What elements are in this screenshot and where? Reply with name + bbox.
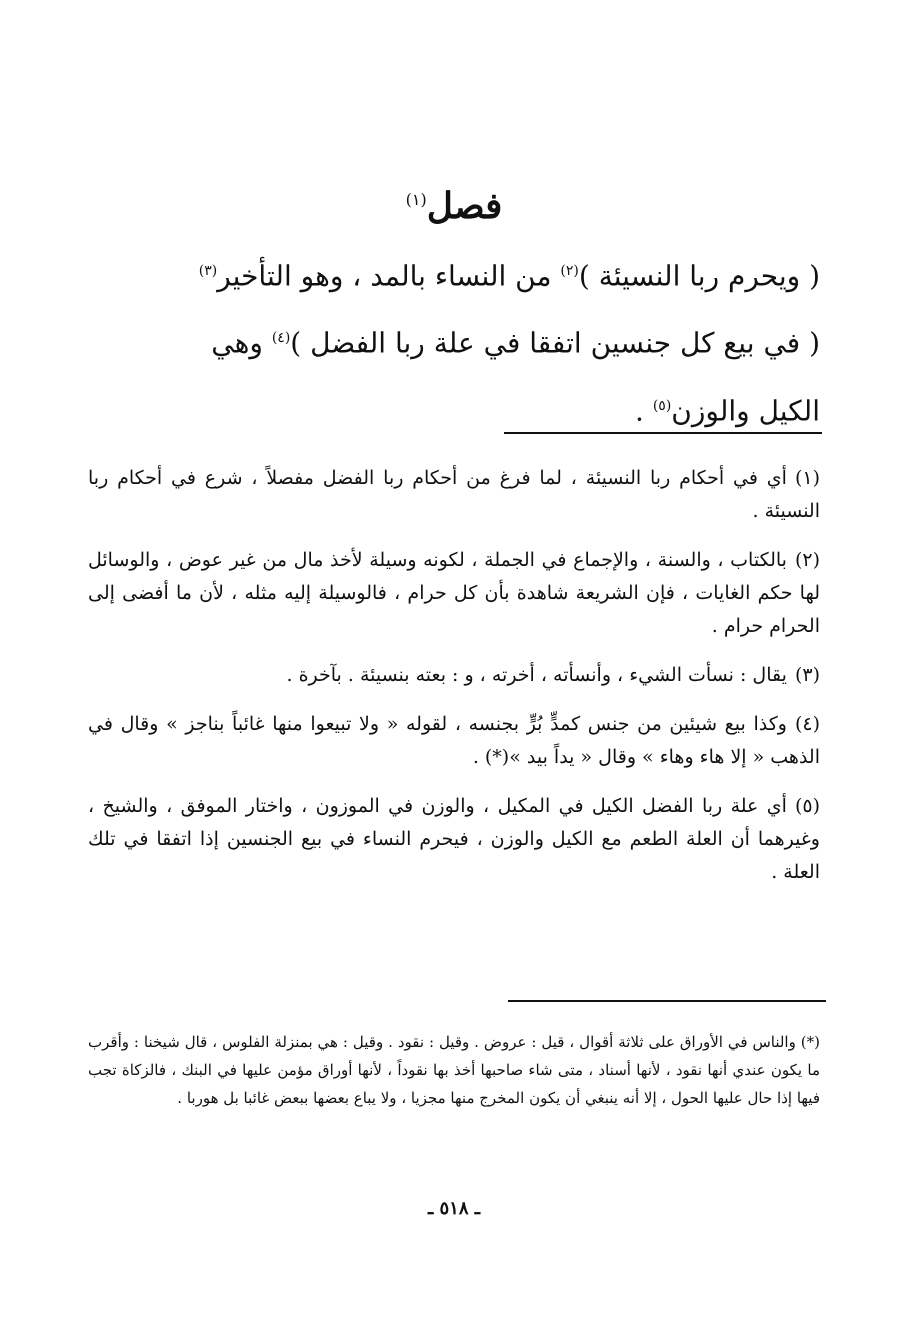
note-text: يقال : نسأت الشيء ، وأنسأته ، أخرته ، و : بعته بنسيئة . بآخرة . — [286, 664, 787, 686]
commentary-note — [88, 462, 820, 528]
main-text-segment: من النساء بالمد ، وهو التأخير — [217, 259, 561, 293]
note-number: (٢) — [794, 549, 820, 571]
footnote-ref: (٥) — [652, 397, 672, 414]
footnote-divider — [508, 1000, 826, 1002]
commentary-note — [88, 659, 820, 692]
commentary-note — [88, 544, 820, 643]
main-text-segment: ( في بيع كل جنسين اتفقا في علة ربا الفضل ) — [290, 326, 820, 360]
note-number: (٥) — [794, 795, 820, 817]
note-text: أي علة ربا الفضل الكيل في المكيل ، والوزن في الموزون ، واختار الموفق ، والشيخ ، وغيرهما أن العلة الطعم مع الكيل والوزن ، فيحرم النساء في بيع الجنسين إذا اتفقا في تلك العلة . — [88, 795, 820, 883]
main-text — [88, 240, 820, 442]
footnote-ref: (٤) — [271, 330, 291, 347]
main-text-segment: الكيل والوزن — [671, 393, 820, 427]
footnote: (*) والناس في الأوراق على ثلاثة أقوال ، قيل : عروض . وقيل : نقود . وقيل : هي بمنزلة الفلوس ، قال شيخنا : وأقرب ما يكون عندي أنها نقود ، لأنها أسناد ، متى شاء صاحبها أخذ بها نقوداً ، لأنها أوراق مؤمن عليها في البنك ، فالزكاة تجب فيها إذا حال عليها الحول ، إلا أنه ينبغي أن يكون المخرج منها مجزيا ، ولا يباع بعضها ببعض غائبا بل هوربا . — [88, 1033, 820, 1107]
note-number: (٤) — [794, 713, 820, 735]
heading-footnote-ref: (١) — [405, 190, 427, 209]
heading-title: فصل — [426, 185, 503, 227]
note-text: بالكتاب ، والسنة ، والإجماع في الجملة ، لكونه وسيلة لأخذ مال من غير عوض ، والوسائل لها حكم الغايات ، فإن الشريعة شاهدة بأن كل حرام ، فالوسيلة إليه مثله ، لأن ما أفضى إلى الحرام حرام . — [88, 549, 820, 637]
main-text-segment: . — [635, 393, 653, 427]
note-number: (٣) — [794, 664, 820, 686]
footnote-ref: (٢) — [560, 263, 579, 279]
note-number: (١) — [794, 467, 820, 489]
note-text: وكذا بيع شيئين من جنس كمدٍّ بُرٍّ بجنسه ، لقوله « ولا تبيعوا منها غائباً بناجز » وقال في الذهب « إلا هاء وهاء » وقال « يداً بيد »(*) . — [88, 713, 820, 768]
main-text-line — [88, 240, 820, 307]
main-text-line — [88, 307, 820, 374]
footnote-ref: (٣) — [198, 263, 218, 279]
commentary-note — [88, 790, 820, 889]
commentary-notes — [88, 462, 820, 905]
section-heading — [0, 178, 908, 228]
page-number: ـ ٥١٨ ـ — [427, 1198, 481, 1219]
main-text-segment: ( ويحرم ربا النسيئة ) — [578, 259, 820, 293]
main-text-segment: وهي — [211, 326, 272, 360]
note-text: أي في أحكام ربا النسيئة ، لما فرغ من أحكام ربا الفضل مفصلاً ، شرع في أحكام ربا النسيئة . — [88, 467, 820, 522]
commentary-divider — [504, 432, 822, 434]
commentary-note — [88, 708, 820, 774]
